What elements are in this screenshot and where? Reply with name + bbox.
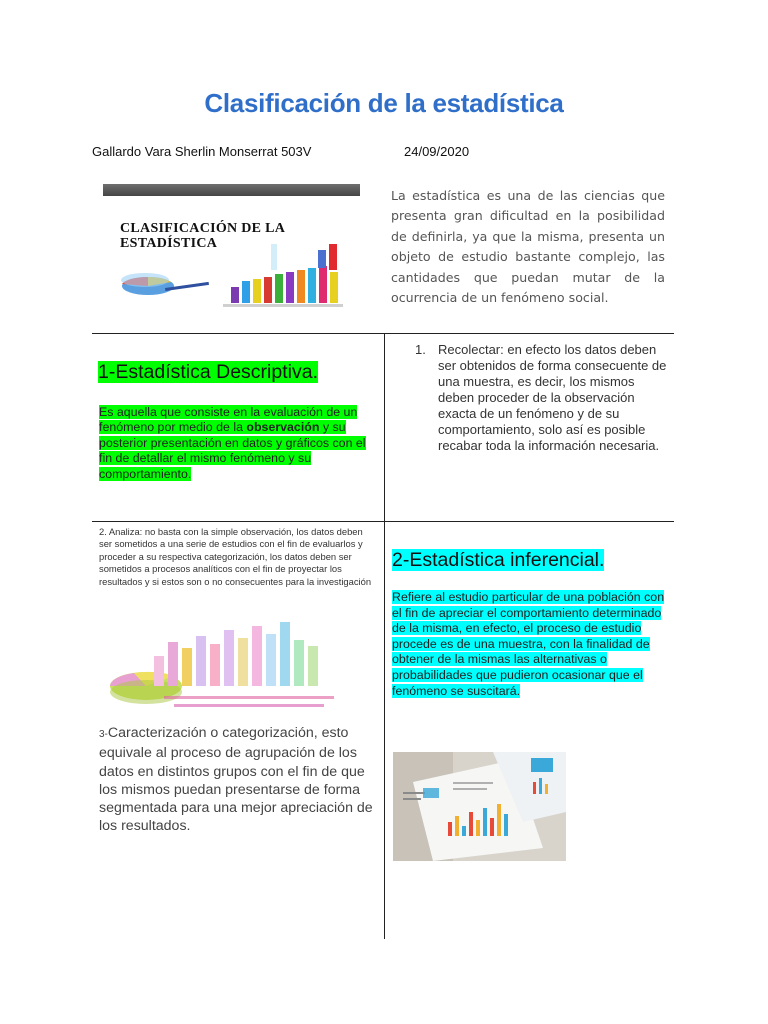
descriptiva-title-text: 1-Estadística Descriptiva. — [98, 361, 318, 383]
inferencial-paragraph — [392, 590, 666, 699]
descriptiva-text-before: Es aquella que consiste en la evaluación de un fenómeno por medio de la — [99, 405, 358, 435]
cover-image-title-line1: CLASIFICACIÓN DE LA — [120, 221, 286, 236]
intro-paragraph: La estadística es una de las ciencias que presenta gran dificultad en la posibilidad de definirla, ya que la misma, presenta un objeto de estudio bastante complejo, las cantidades que puedan mutar de la ocurrencia de un fenómeno social. — [391, 188, 665, 306]
cover-chart-graphic — [103, 184, 360, 318]
author-name: Gallardo Vara Sherlin Monserrat 503V — [92, 144, 312, 159]
document-date: 24/09/2020 — [404, 144, 470, 159]
inferencial-title-text: 2-Estadística inferencial. — [392, 549, 605, 571]
list-item-text: Caracterización o categorización, esto equivale al proceso de agrupación de los datos en distintos grupos con el fin de que los mismos puedan presentarse de forma segmentada para una mejor apreciación de los resultados. — [99, 725, 373, 835]
list-item-number: 1. — [415, 342, 426, 357]
page-title: Clasificación de la estadística — [204, 88, 564, 118]
section-title-descriptiva — [98, 361, 318, 384]
descriptiva-paragraph — [99, 405, 375, 482]
inferencial-text: Refiere al estudio particular de una población con el fin de apreciar el comportamiento determinado de la misma, en efecto, el proceso de estudio procede es de una muestra, con la finalidad de obtener de la mismas las alternativas o probabilidades que pudieron ocasionar que el fenómeno se suscitará. — [392, 590, 665, 698]
descriptiva-text-after: y su posterior presentación en datos y gráficos con el fin de detallar el mismo fenómeno y su comportamiento. — [99, 420, 366, 481]
list-item-analiza: 2. Analiza: no basta con la simple observación, los datos deben ser sometidos a una serie de estudios con el fin de evaluarlos y proceder a su respectiva categorización, los datos deben ser sometidos a procesos analíticos con el fin de proyectar los resultados y si estos son o no consecuentes para la investigación — [99, 526, 372, 587]
cover-image — [103, 184, 360, 318]
table-divider-middle — [92, 521, 674, 522]
list-item-number: 3- — [99, 729, 108, 740]
cover-image-title-line2: ESTADÍSTICA — [120, 236, 218, 251]
table-divider-top — [92, 333, 674, 334]
list-item-caracterizacion — [99, 724, 374, 836]
analysis-chart-illustration — [104, 616, 340, 720]
section-title-inferencial — [392, 549, 604, 572]
descriptiva-text-bold: observación — [246, 420, 320, 435]
list-item-text: Recolectar: en efecto los datos deben ser obtenidos de forma consecuente de una muestra, es decir, los mismos deben proceder de la observación exacta de un fenómeno y de su comportamiento, solo así es posible recabar toda la información necesaria. — [438, 342, 667, 453]
report-photo — [393, 752, 566, 861]
table-column-divider — [384, 333, 385, 939]
